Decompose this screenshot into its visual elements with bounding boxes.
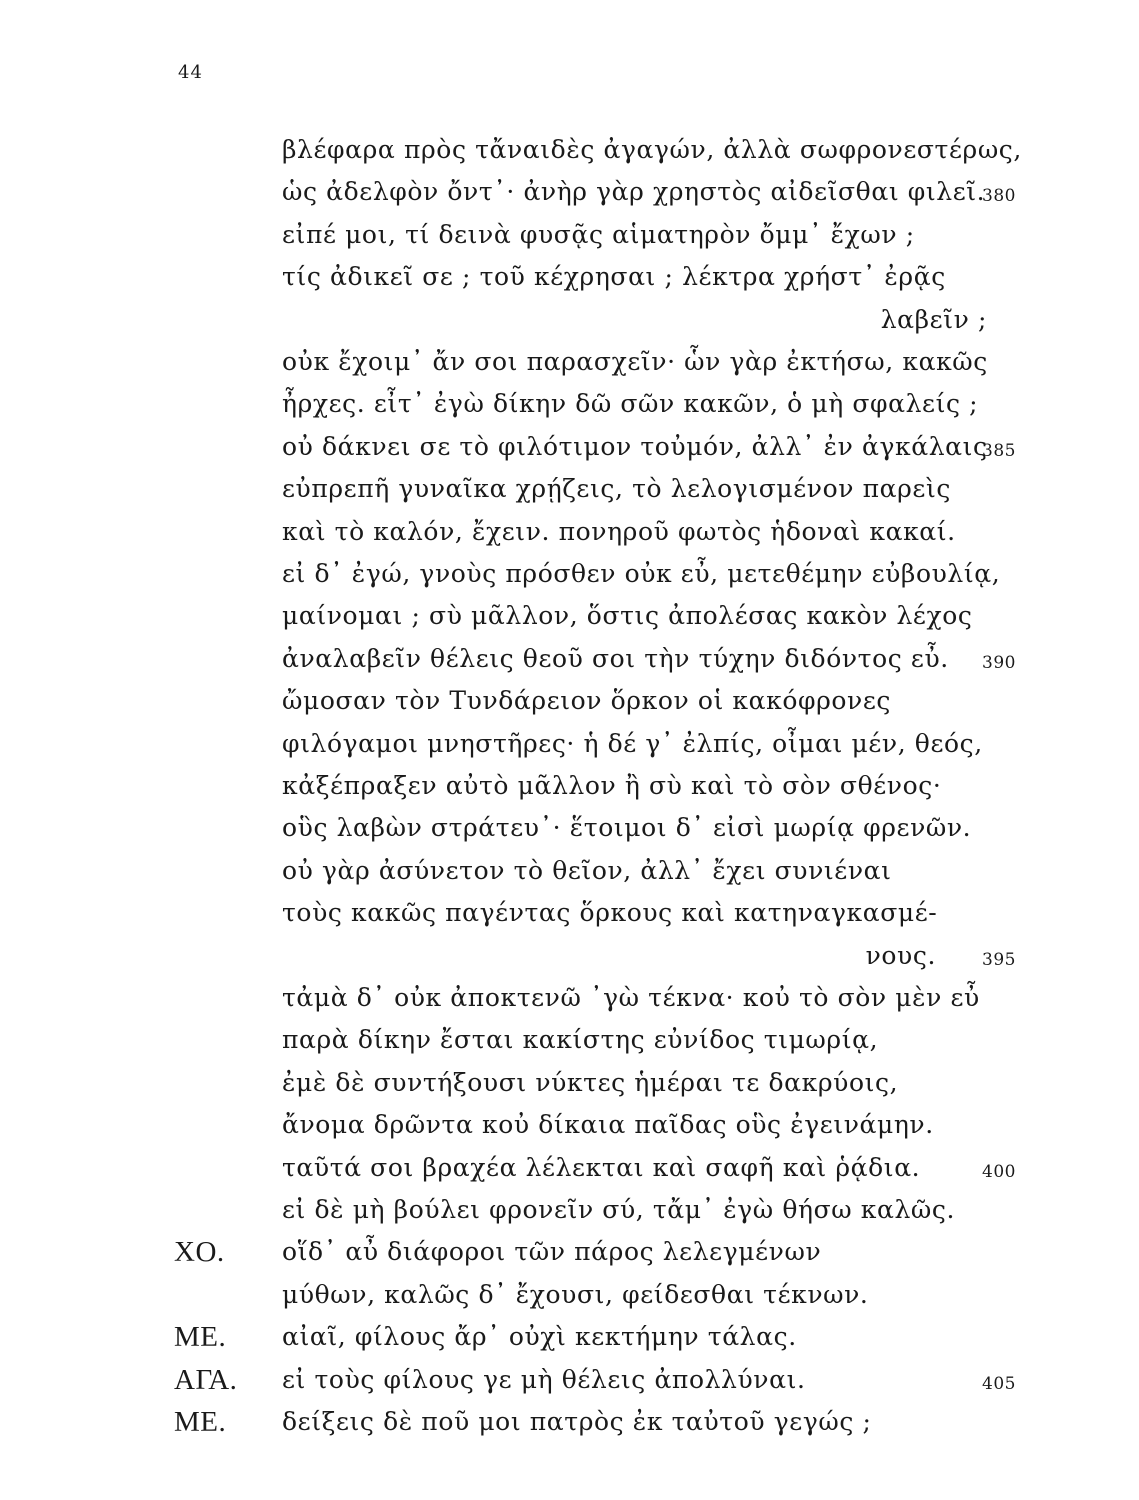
verse-text: φιλόγαμοι μνηστῆρες· ἡ δέ γ᾽ ἐλπίς, οἶμαι μέν, θεός, — [282, 728, 983, 758]
verse-text: οὐ γὰρ ἀσύνετον τὸ θεῖον, ἀλλ᾽ ἔχει συνιέναι — [282, 855, 892, 885]
verse-text: ὤμοσαν τὸν Τυνδάρειον ὅρκον οἱ κακόφρονες — [282, 686, 892, 716]
verse-text: εὐπρεπῆ γυναῖκα χρῄζεις, τὸ λελογισμένον παρεὶς — [282, 474, 951, 504]
verse-line — [0, 638, 1139, 680]
verse-line — [0, 977, 1139, 1019]
verse-line — [0, 214, 1139, 256]
verse-line — [0, 426, 1139, 468]
verse-text: ὡς ἀδελφὸν ὄντ᾽· ἀνὴρ γὰρ χρηστὸς αἰδεῖσθαι φιλεῖ. — [282, 177, 986, 207]
verse-text: τίς ἀδικεῖ σε ; τοῦ κέχρησαι ; λέκτρα χρήστ᾽ ἐρᾷς — [282, 262, 946, 292]
verse-text: οἵδ᾽ αὖ διάφοροι τῶν πάρος λελεγμένων — [282, 1237, 822, 1267]
verse-text: τἀμὰ δ᾽ οὐκ ἀποκτενῶ ᾽γὼ τέκνα· κοὐ τὸ σὸν μὲν εὖ — [282, 983, 980, 1012]
verse-text: βλέφαρα πρὸς τἄναιδὲς ἀγαγών, ἀλλὰ σωφρονεστέρως, — [282, 135, 1022, 164]
verse-line — [0, 511, 1139, 553]
line-number: 385 — [982, 440, 1016, 461]
verse-text: λαβεῖν ; — [880, 304, 987, 334]
verse-line — [0, 1019, 1139, 1061]
verse-text: αἰαῖ, φίλους ἄρ᾽ οὐχὶ κεκτήμην τάλας. — [282, 1322, 797, 1352]
verse-text: εἰ δ᾽ ἐγώ, γνοὺς πρόσθεν οὐκ εὖ, μετεθέμην εὐβουλίᾳ, — [282, 559, 1001, 588]
verse-text: νους. — [865, 940, 936, 970]
verse-line — [0, 468, 1139, 510]
verse-line — [0, 383, 1139, 425]
verse-line — [0, 256, 1139, 298]
verse-text: εἰ δὲ μὴ βούλει φρονεῖν σύ, τἄμ᾽ ἐγὼ θήσω καλῶς. — [282, 1195, 956, 1224]
verse-line — [0, 1104, 1139, 1146]
verse-text: ἄνομα δρῶντα κοὐ δίκαια παῖδας οὓς ἐγεινάμην. — [282, 1110, 934, 1140]
verse-text: μαίνομαι ; σὺ μᾶλλον, ὅστις ἀπολέσας κακὸν λέχος — [282, 601, 973, 631]
verse-text: ἐμὲ δὲ συντήξουσι νύκτες ἡμέραι τε δακρύοις, — [282, 1067, 899, 1097]
verse-text: ἦρχες. εἶτ᾽ ἐγὼ δίκην δῶ σῶν κακῶν, ὁ μὴ σφαλείς ; — [282, 389, 979, 419]
verse-text: οὓς λαβὼν στράτευ᾽· ἕτοιμοι δ᾽ εἰσὶ μωρίᾳ φρενῶν. — [282, 813, 972, 843]
verse-line — [0, 1189, 1139, 1231]
speaker-label: ΑΓΑ. — [174, 1363, 238, 1396]
verse-text: κἀξέπραξεν αὐτὸ μᾶλλον ἢ σὺ καὶ τὸ σὸν σθένος· — [282, 771, 942, 800]
verse-text: οὐκ ἔχοιμ᾽ ἄν σοι παρασχεῖν· ὧν γὰρ ἐκτήσω, κακῶς — [282, 347, 988, 376]
verse-text: οὐ δάκνει σε τὸ φιλότιμον τοὐμόν, ἀλλ᾽ ἐν ἀγκάλαις — [282, 431, 988, 461]
verse-line — [0, 1401, 1139, 1443]
verse-text: ταῦτά σοι βραχέα λέλεκται καὶ σαφῆ καὶ ῥᾴδια. — [282, 1152, 921, 1182]
verse-line — [0, 171, 1139, 213]
verse-text: μύθων, καλῶς δ᾽ ἔχουσι, φείδεσθαι τέκνων. — [282, 1279, 869, 1309]
verse-text: καὶ τὸ καλόν, ἔχειν. πονηροῦ φωτὸς ἡδοναὶ κακαί. — [282, 516, 956, 546]
verse-line — [0, 850, 1139, 892]
verse-text: δείξεις δὲ ποῦ μοι πατρὸς ἐκ ταὐτοῦ γεγώς ; — [282, 1407, 872, 1436]
line-number: 400 — [982, 1161, 1016, 1182]
verse-line — [0, 341, 1139, 383]
verse-text: τοὺς κακῶς παγέντας ὅρκους καὶ κατηναγκασμέ- — [282, 898, 938, 928]
verse-line — [0, 1274, 1139, 1316]
verse-line — [0, 1359, 1139, 1401]
verse-line — [0, 553, 1139, 595]
verse-line — [0, 807, 1139, 849]
verse-line — [0, 299, 1139, 341]
page-number: 44 — [178, 62, 203, 83]
speaker-label: ΜΕ. — [174, 1321, 227, 1354]
verse-line — [0, 765, 1139, 807]
verse-line — [0, 935, 1139, 977]
verse-line — [0, 723, 1139, 765]
verse-line — [0, 595, 1139, 637]
line-number: 390 — [982, 652, 1016, 673]
verse-line — [0, 892, 1139, 934]
verse-line — [0, 1062, 1139, 1104]
speaker-label: ΧΟ. — [174, 1236, 225, 1269]
verse-line — [0, 1316, 1139, 1358]
verse-line — [0, 1147, 1139, 1189]
speaker-label: ΜΕ. — [174, 1406, 227, 1438]
verse-text: παρὰ δίκην ἔσται κακίστης εὐνίδος τιμωρίᾳ, — [282, 1025, 879, 1055]
verse-line — [0, 680, 1139, 722]
verse-line — [0, 129, 1139, 171]
verse-text: ἀναλαβεῖν θέλεις θεοῦ σοι τὴν τύχην διδόντος εὖ. — [282, 643, 949, 673]
verse-line — [0, 1231, 1139, 1273]
line-number: 395 — [982, 949, 1016, 970]
verse-text: εἰ τοὺς φίλους γε μὴ θέλεις ἀπολλύναι. — [282, 1364, 806, 1394]
verse-text: εἰπέ μοι, τί δεινὰ φυσᾷς αἱματηρὸν ὄμμ᾽ ἔχων ; — [282, 219, 915, 249]
line-number: 380 — [982, 186, 1016, 207]
line-number: 405 — [982, 1373, 1016, 1394]
